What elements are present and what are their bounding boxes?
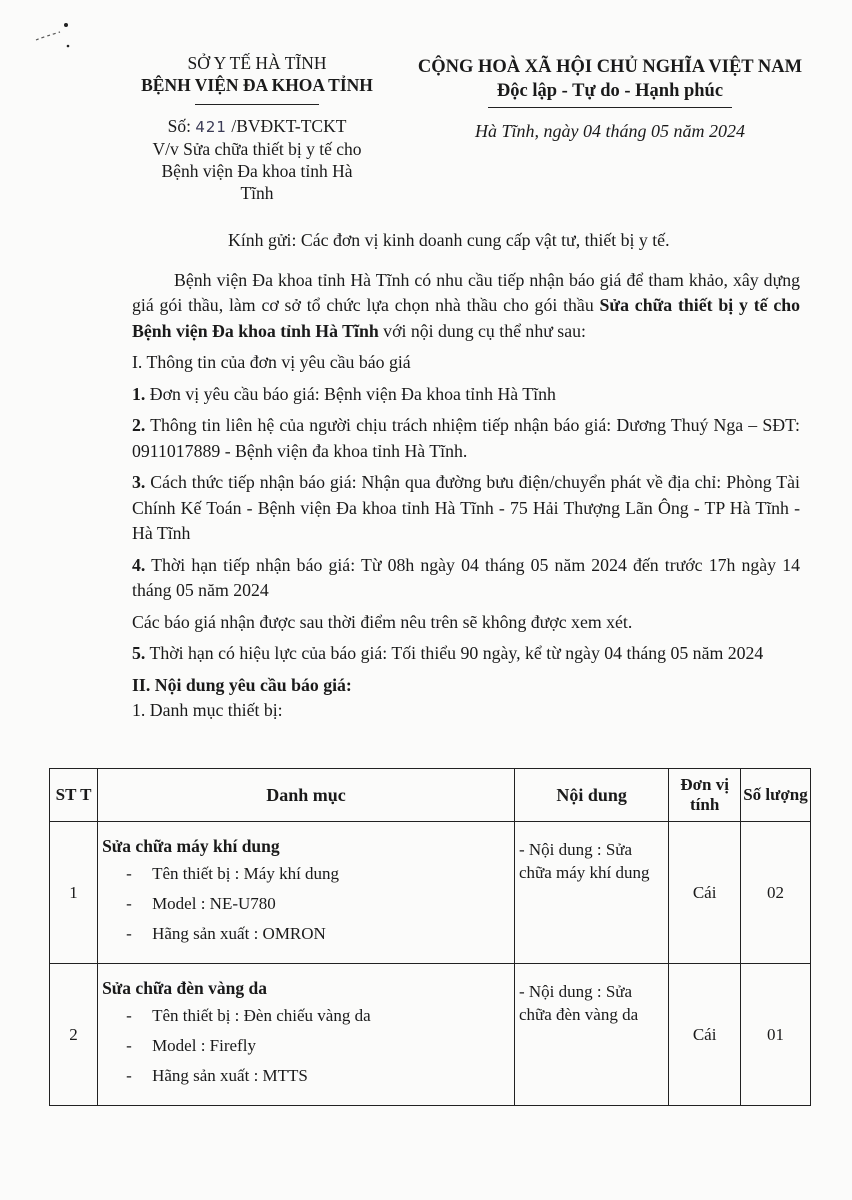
info-item-2 <box>132 413 800 464</box>
intro-text-2: với nội dung cụ thể như sau: <box>378 320 586 341</box>
row-stt: 1 <box>50 822 98 964</box>
info-item-number: 5. <box>132 643 146 663</box>
row-stt: 2 <box>50 964 98 1106</box>
detail-text: Model : NE-U780 <box>152 893 276 913</box>
info-item-text: Đơn vị yêu cầu báo giá: Bệnh viện Đa khoa tỉnh Hà Tĩnh <box>145 383 556 404</box>
issuer-block <box>112 52 402 204</box>
row-danh-muc <box>98 964 515 1106</box>
place-date: Hà Tĩnh, ngày 04 tháng 05 năm 2024 <box>475 121 745 141</box>
row-don-vi: Cái <box>669 964 741 1106</box>
bullet: - <box>126 893 132 913</box>
info-item-4 <box>132 553 800 604</box>
doc-number-handwritten: 421 <box>195 118 227 136</box>
scan-speck-marks <box>28 22 78 62</box>
item-detail <box>102 1064 508 1088</box>
doc-number-label: Số: <box>167 116 191 136</box>
issuer-underline <box>195 104 319 105</box>
item-title: Sửa chữa đèn vàng da <box>102 977 267 998</box>
equipment-table <box>49 768 811 1106</box>
recipient-line: Kính gửi: Các đơn vị kinh doanh cung cấp vật tư, thiết bị y tế. <box>228 230 670 250</box>
info-item-number: 1. <box>132 383 146 404</box>
intro-paragraph <box>132 268 800 345</box>
header-danh-muc: Danh mục <box>98 769 515 822</box>
row-noi-dung <box>514 822 668 964</box>
content-text: - Nội dung : Sửa chữa đèn vàng da <box>518 982 639 1024</box>
item-detail <box>102 892 508 916</box>
row-noi-dung <box>514 964 668 1106</box>
nation-title: CỘNG HOÀ XÃ HỘI CHỦ NGHĨA VIỆT NAM <box>417 57 803 77</box>
detail-text: Tên thiết bị : Máy khí dung <box>152 863 340 883</box>
subject-line-1: V/v Sửa chữa thiết bị y tế cho <box>152 139 362 159</box>
intro-package-name: Sửa chữa thiết bị y tế cho Bệnh viện Đa khoa tỉnh Hà Tĩnh <box>132 295 801 341</box>
table-row <box>50 822 811 964</box>
motto-underline <box>488 107 732 108</box>
national-motto: Độc lập - Tự do - Hạnh phúc <box>496 81 724 101</box>
section-2-title: II. Nội dung yêu cầu báo giá: <box>132 674 352 695</box>
header-stt: ST T <box>50 769 98 822</box>
info-item-text: Thời hạn tiếp nhận báo giá: Từ 08h ngày 04 tháng 05 năm 2024 đến trước 17h ngày 14 tháng 05 năm 2024 <box>132 554 800 600</box>
bullet: - <box>126 863 132 883</box>
header-don-vi: Đơn vị tính <box>669 769 741 822</box>
info-item-text: Cách thức tiếp nhận báo giá: Nhận qua đường bưu điện/chuyển phát về địa chỉ: Phòng Tài Chính Kế Toán - Bệnh viện Đa khoa tỉnh Hà Tĩnh - 75 Hải Thượng Lãn Ông - TP Hà Tĩnh - Hà Tĩnh <box>132 472 800 543</box>
item-detail <box>102 1034 508 1058</box>
bullet: - <box>126 923 132 943</box>
item-title: Sửa chữa máy khí dung <box>102 835 280 856</box>
item-detail <box>102 922 508 946</box>
national-header <box>400 55 820 142</box>
item-detail <box>102 862 508 886</box>
doc-number-suffix: /BVĐKT-TCKT <box>231 116 347 136</box>
subject-line-2: Bệnh viện Đa khoa tỉnh Hà <box>161 161 353 181</box>
info-item-number: 4. <box>132 554 146 575</box>
late-submission-note: Các báo giá nhận được sau thời điểm nêu trên sẽ không được xem xét. <box>132 611 633 632</box>
row-danh-muc <box>98 822 515 964</box>
bullet: - <box>126 1035 132 1055</box>
header-so-luong: Số lượng <box>740 769 810 822</box>
agency-name: SỞ Y TẾ HÀ TĨNH <box>187 53 327 73</box>
document-body <box>132 228 800 730</box>
bullet: - <box>126 1005 132 1025</box>
detail-text: Tên thiết bị : Đèn chiếu vàng da <box>152 1005 371 1025</box>
info-item-3 <box>132 470 800 547</box>
document-number <box>112 115 402 138</box>
info-item-number: 2. <box>132 415 146 435</box>
detail-text: Hãng sản xuất : MTTS <box>152 1065 308 1085</box>
info-item-number: 3. <box>132 472 146 492</box>
equipment-list-title: 1. Danh mục thiết bị: <box>132 700 283 720</box>
header-noi-dung: Nội dung <box>514 769 668 822</box>
intro-text-1: Bệnh viện Đa khoa tỉnh Hà Tĩnh có nhu cầu tiếp nhận báo giá để tham khảo, xây dựng giá gói thầu, làm cơ sở tổ chức lựa chọn nhà thầu cho gói thầu <box>132 269 800 315</box>
table-row <box>50 964 811 1106</box>
detail-text: Hãng sản xuất : OMRON <box>152 923 326 943</box>
content-text: - Nội dung : Sửa chữa máy khí dung <box>518 840 650 882</box>
table-header-row <box>50 769 811 822</box>
detail-text: Model : Firefly <box>152 1035 256 1055</box>
row-don-vi: Cái <box>669 822 741 964</box>
info-item-text: Thông tin liên hệ của người chịu trách nhiệm tiếp nhận báo giá: Dương Thuý Nga – SĐT: 0911017889 - Bệnh viện đa khoa tỉnh Hà Tĩnh. <box>132 415 800 461</box>
row-so-luong: 02 <box>740 822 810 964</box>
bullet: - <box>126 1065 132 1085</box>
info-item-5 <box>132 641 800 667</box>
row-so-luong: 01 <box>740 964 810 1106</box>
hospital-name: BỆNH VIỆN ĐA KHOA TỈNH <box>141 75 373 95</box>
info-item-text: Thời hạn có hiệu lực của báo giá: Tối thiểu 90 ngày, kể từ ngày 04 tháng 05 năm 2024 <box>145 643 764 663</box>
item-detail <box>102 1004 508 1028</box>
section-1-title: I. Thông tin của đơn vị yêu cầu báo giá <box>132 352 411 372</box>
subject-line-3: Tĩnh <box>240 183 274 203</box>
info-item-1 <box>132 382 800 408</box>
